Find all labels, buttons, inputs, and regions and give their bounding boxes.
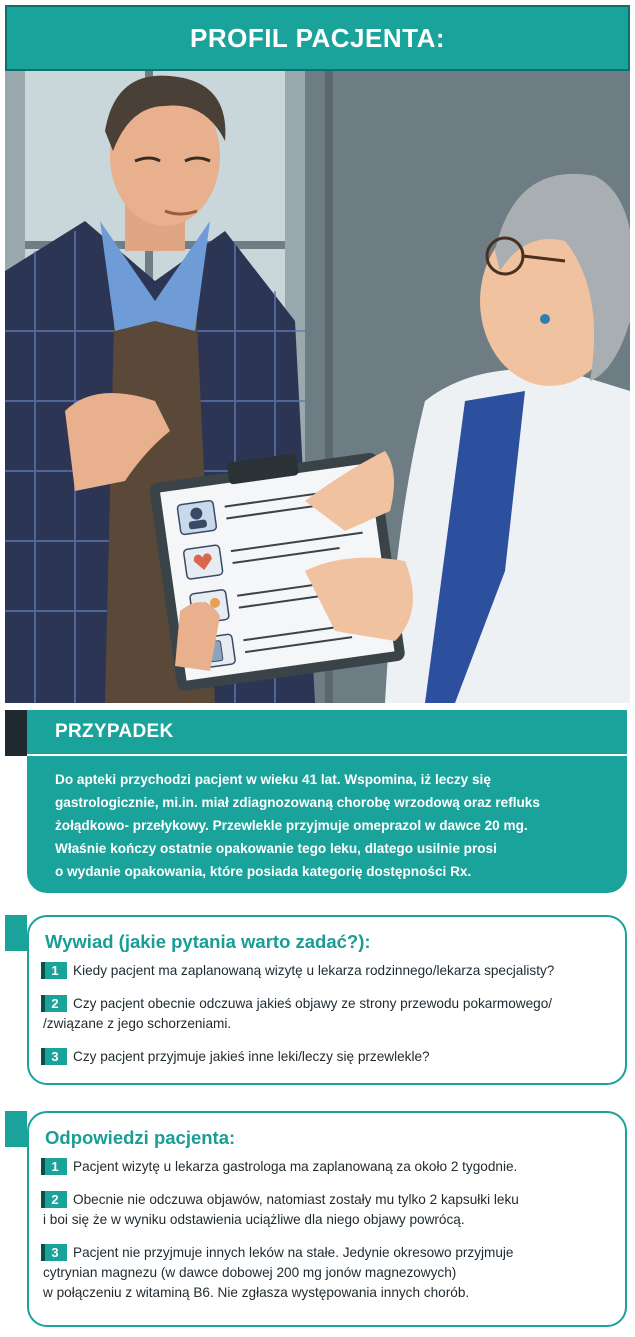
- item-number: 1: [43, 962, 67, 979]
- item-text: Pacjent nie przyjmuje innych leków na stałe. Jedynie okresowo przyjmuje: [73, 1245, 514, 1260]
- item-number: 1: [43, 1158, 67, 1175]
- item-number: 3: [43, 1244, 67, 1261]
- case-section: [27, 710, 627, 893]
- item-text: Pacjent wizytę u lekarza gastrologa ma zaplanowaną za około 2 tygodnie.: [73, 1159, 518, 1174]
- item-text: cytrynian magnezu (w dawce dobowej 200 mg jonów magnezowych): [43, 1265, 457, 1280]
- interview-tab-marker: [5, 915, 27, 951]
- item-text: /związane z jego schorzeniami.: [43, 1016, 232, 1031]
- list-item: [43, 961, 611, 981]
- list-item: [43, 1157, 611, 1177]
- patient-pharmacist-illustration: [5, 71, 630, 703]
- item-number: 3: [43, 1048, 67, 1065]
- item-text: Kiedy pacjent ma zaplanowaną wizytę u lekarza rodzinnego/lekarza specjalisty?: [73, 963, 555, 978]
- answers-title: Odpowiedzi pacjenta:: [45, 1127, 236, 1148]
- interview-questions: [29, 953, 625, 1067]
- list-item: [43, 994, 611, 1034]
- item-text: i boi się że w wyniku odstawienia uciążliwe dla niego objawy powrócą.: [43, 1212, 465, 1227]
- case-line: o wydanie opakowania, które posiada kategorię dostępności Rx.: [55, 864, 472, 879]
- list-item: [43, 1047, 611, 1067]
- item-text: Obecnie nie odczuwa objawów, natomiast zostały mu tylko 2 kapsułki leku: [73, 1192, 519, 1207]
- item-number: 2: [43, 995, 67, 1012]
- case-line: Do apteki przychodzi pacjent w wieku 41 lat. Wspomina, iż leczy się: [55, 772, 491, 787]
- item-text: w połączeniu z witaminą B6. Nie zgłasza występowania innych chorób.: [43, 1285, 470, 1300]
- interview-title: Wywiad (jakie pytania warto zadać?):: [45, 931, 371, 952]
- answers-list: [29, 1149, 625, 1303]
- list-item: [43, 1190, 611, 1230]
- item-number: 2: [43, 1191, 67, 1208]
- case-line: gastrologicznie, mi.in. miał zdiagnozowaną chorobę wrzodową oraz refluks: [55, 795, 540, 810]
- answers-tab-marker: [5, 1111, 27, 1147]
- interview-panel: [27, 915, 627, 1085]
- case-header: [27, 710, 627, 756]
- case-line: żołądkowo- przełykowy. Przewlekle przyjmuje omeprazol w dawce 20 mg.: [55, 818, 528, 833]
- item-text: Czy pacjent przyjmuje jakieś inne leki/leczy się przewlekle?: [73, 1049, 430, 1064]
- item-text: Czy pacjent obecnie odczuwa jakieś objawy ze strony przewodu pokarmowego/: [73, 996, 553, 1011]
- case-line: Właśnie kończy ostatnie opakowanie tego leku, dlatego usilnie prosi: [55, 841, 497, 856]
- page-header: [5, 5, 630, 71]
- page-title: PROFIL PACJENTA:: [189, 22, 445, 53]
- person-icon: [177, 500, 217, 535]
- heart-icon: [183, 545, 223, 580]
- case-text: [27, 756, 627, 883]
- answers-panel: [27, 1111, 627, 1327]
- case-tab-marker: [5, 710, 27, 756]
- list-item: [43, 1243, 611, 1303]
- case-title: PRZYPADEK: [55, 721, 174, 742]
